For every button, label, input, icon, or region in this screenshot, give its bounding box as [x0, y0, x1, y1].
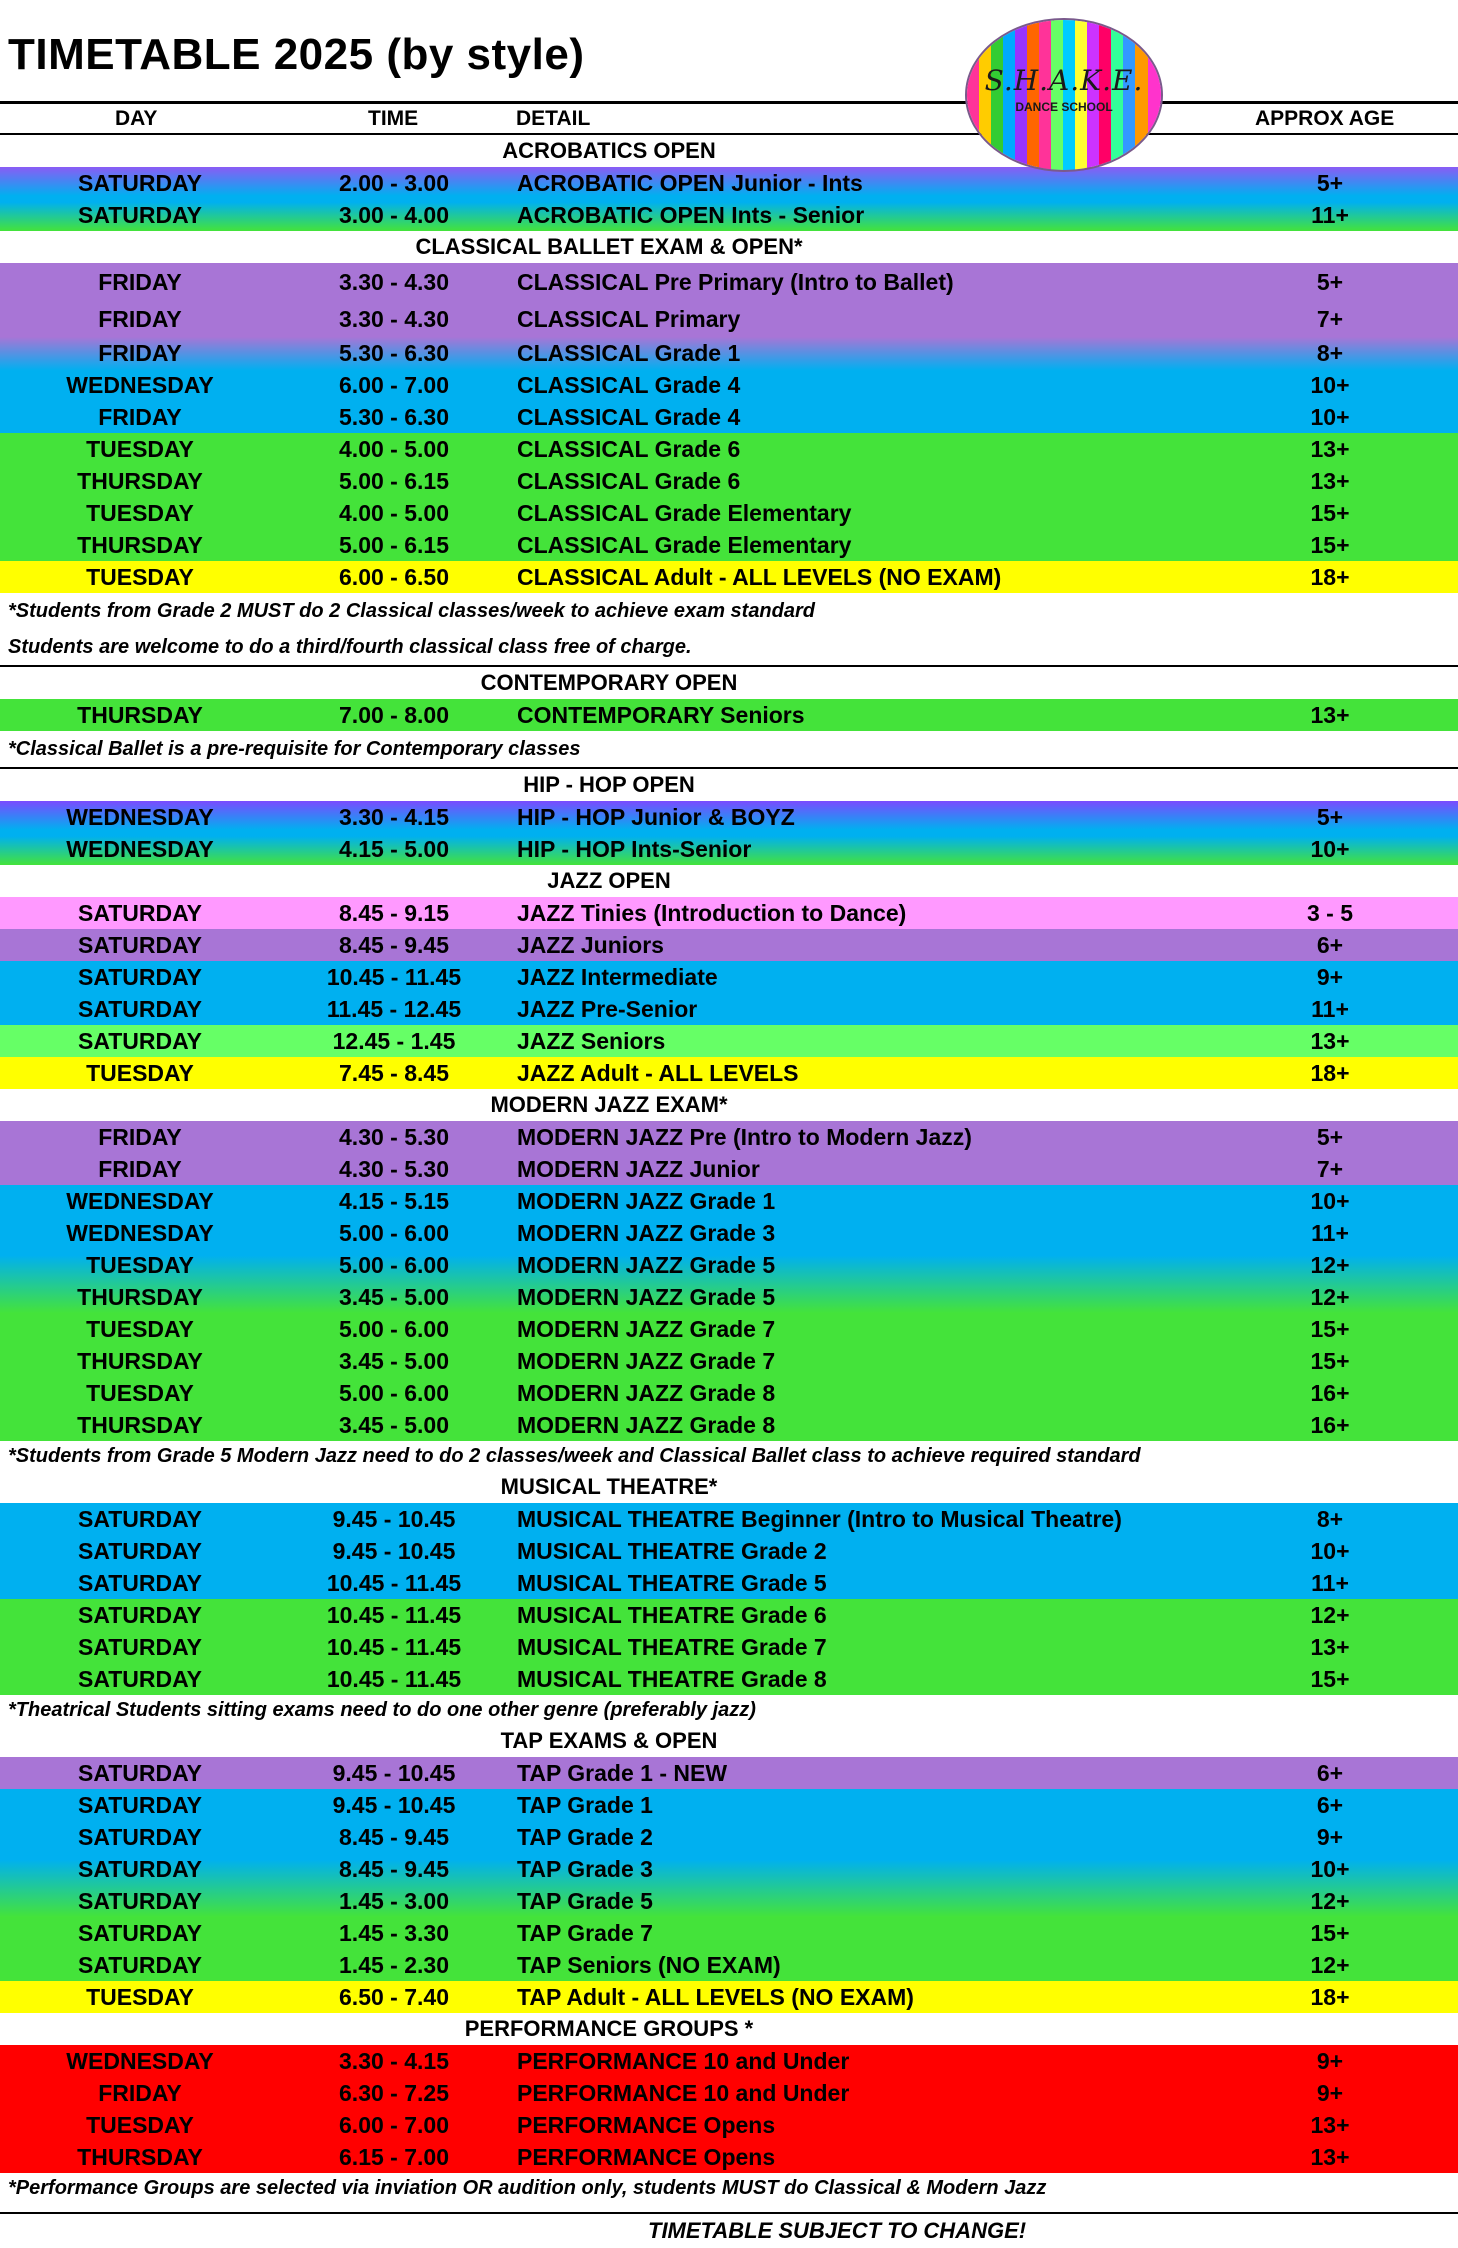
cell-detail: CLASSICAL Grade 4 — [517, 404, 741, 430]
table-row — [0, 961, 1458, 993]
cell-detail: CLASSICAL Primary — [517, 306, 741, 332]
cell-age: 15+ — [1310, 532, 1350, 558]
cell-time: 1.45 - 3.30 — [339, 1920, 449, 1946]
cell-time: 8.45 - 9.15 — [339, 900, 449, 926]
table-row — [0, 1599, 1458, 1631]
cell-day: SATURDAY — [78, 1920, 202, 1946]
cell-time: 6.00 - 6.50 — [339, 564, 449, 590]
logo-text: S.H.A.K.E. — [984, 64, 1144, 97]
cell-detail: ACROBATIC OPEN Junior - Ints — [517, 170, 863, 196]
cell-age: 15+ — [1310, 1316, 1350, 1342]
row-group — [0, 433, 1458, 561]
cell-detail: TAP Grade 3 — [517, 1856, 653, 1882]
cell-age: 16+ — [1310, 1412, 1350, 1438]
cell-day: WEDNESDAY — [66, 1220, 214, 1246]
cell-time: 8.45 - 9.45 — [339, 932, 449, 958]
cell-day: SATURDAY — [78, 1792, 202, 1818]
cell-age: 15+ — [1310, 500, 1350, 526]
cell-time: 4.30 - 5.30 — [339, 1156, 449, 1182]
cell-time: 5.00 - 6.00 — [339, 1316, 449, 1342]
cell-time: 5.00 - 6.15 — [339, 532, 449, 558]
table-row — [0, 401, 1458, 433]
table-row — [0, 1535, 1458, 1567]
cell-detail: MODERN JAZZ Grade 5 — [517, 1284, 776, 1310]
cell-detail: JAZZ Pre-Senior — [517, 996, 698, 1022]
cell-age: 15+ — [1310, 1348, 1350, 1374]
cell-age: 12+ — [1310, 1252, 1350, 1278]
table-row — [0, 833, 1458, 865]
cell-age: 12+ — [1310, 1602, 1350, 1628]
cell-time: 6.15 - 7.00 — [339, 2144, 449, 2170]
cell-day: WEDNESDAY — [66, 1188, 214, 1214]
section-note: *Students from Grade 5 Modern Jazz need to do 2 classes/week and Classical Ballet class to achieve required standard — [8, 1445, 1141, 1467]
cell-age: 13+ — [1310, 2112, 1350, 2138]
cell-age: 10+ — [1310, 404, 1350, 430]
cell-day: FRIDAY — [98, 340, 182, 366]
section-note: Students are welcome to do a third/fourth classical class free of charge. — [0, 629, 1458, 667]
row-group — [0, 1917, 1458, 1981]
row-group — [0, 1121, 1458, 1185]
cell-time: 3.45 - 5.00 — [339, 1284, 449, 1310]
table-row — [0, 1789, 1458, 1821]
cell-detail: CONTEMPORARY Seniors — [517, 702, 805, 728]
cell-age: 15+ — [1310, 1920, 1350, 1946]
cell-detail: MODERN JAZZ Grade 7 — [517, 1348, 776, 1374]
section-title: TAP EXAMS & OPEN — [500, 1728, 718, 1753]
cell-detail: CLASSICAL Grade 1 — [517, 340, 741, 366]
cell-time: 1.45 - 3.00 — [339, 1888, 449, 1914]
cell-age: 6+ — [1316, 1792, 1344, 1818]
cell-age: 18+ — [1310, 564, 1350, 590]
table-row — [0, 1377, 1458, 1409]
cell-detail: MODERN JAZZ Pre (Intro to Modern Jazz) — [517, 1124, 972, 1150]
row-group — [0, 337, 1458, 433]
cell-day: WEDNESDAY — [66, 804, 214, 830]
section-title: CONTEMPORARY OPEN — [480, 670, 738, 695]
table-row — [0, 465, 1458, 497]
cell-day: SATURDAY — [78, 1634, 202, 1660]
cell-time: 10.45 - 11.45 — [326, 964, 462, 990]
cell-day: SATURDAY — [78, 900, 202, 926]
cell-day: SATURDAY — [78, 1570, 202, 1596]
row-group — [0, 561, 1458, 593]
table-row — [0, 1917, 1458, 1949]
cell-detail: HIP - HOP Ints-Senior — [517, 836, 752, 862]
cell-day: THURSDAY — [77, 1412, 203, 1438]
table-row — [0, 263, 1458, 300]
table-row — [0, 300, 1458, 337]
row-group — [0, 2045, 1458, 2173]
table-row — [0, 1281, 1458, 1313]
cell-time: 5.00 - 6.00 — [339, 1220, 449, 1246]
cell-detail: MODERN JAZZ Grade 3 — [517, 1220, 776, 1246]
cell-age: 6+ — [1316, 1760, 1344, 1786]
cell-time: 8.45 - 9.45 — [339, 1824, 449, 1850]
row-group — [0, 167, 1458, 231]
cell-age: 5+ — [1316, 170, 1344, 196]
cell-day: TUESDAY — [86, 436, 194, 462]
cell-detail: MODERN JAZZ Grade 7 — [517, 1316, 776, 1342]
row-group — [0, 1313, 1458, 1441]
cell-detail: MUSICAL THEATRE Grade 6 — [517, 1602, 827, 1628]
cell-detail: PERFORMANCE 10 and Under — [517, 2080, 850, 2106]
table-row — [0, 1217, 1458, 1249]
table-row — [0, 433, 1458, 465]
column-headers — [0, 104, 1458, 134]
cell-day: FRIDAY — [98, 2080, 182, 2106]
cell-time: 6.50 - 7.40 — [339, 1984, 449, 2010]
logo-subtext: DANCE SCHOOL — [1015, 100, 1113, 114]
cell-day: SATURDAY — [78, 1506, 202, 1532]
cell-day: SATURDAY — [78, 1824, 202, 1850]
cell-detail: MUSICAL THEATRE Beginner (Intro to Musical Theatre) — [517, 1506, 1122, 1532]
cell-age: 11+ — [1311, 996, 1349, 1022]
timetable — [0, 135, 1458, 2203]
cell-age: 5+ — [1316, 269, 1344, 295]
section-title: CLASSICAL BALLET EXAM & OPEN* — [415, 234, 803, 259]
table-row — [0, 369, 1458, 401]
cell-age: 12+ — [1310, 1284, 1350, 1310]
cell-detail: JAZZ Juniors — [517, 932, 664, 958]
cell-time: 5.00 - 6.00 — [339, 1252, 449, 1278]
cell-day: TUESDAY — [86, 1316, 194, 1342]
row-group — [0, 961, 1458, 1025]
cell-day: WEDNESDAY — [66, 372, 214, 398]
cell-age: 5+ — [1316, 804, 1344, 830]
cell-day: TUESDAY — [86, 500, 194, 526]
cell-time: 2.00 - 3.00 — [339, 170, 449, 196]
row-group — [0, 1789, 1458, 1917]
cell-time: 11.45 - 12.45 — [326, 996, 462, 1022]
cell-detail: MODERN JAZZ Grade 1 — [517, 1188, 776, 1214]
cell-detail: CLASSICAL Grade Elementary — [517, 532, 852, 558]
cell-day: FRIDAY — [98, 1124, 182, 1150]
section-title: HIP - HOP OPEN — [523, 772, 695, 797]
cell-time: 4.15 - 5.15 — [339, 1188, 449, 1214]
table-row — [0, 1249, 1458, 1281]
cell-age: 12+ — [1310, 1888, 1350, 1914]
table-row — [0, 699, 1458, 731]
cell-day: FRIDAY — [98, 1156, 182, 1182]
table-row — [0, 529, 1458, 561]
table-row — [0, 497, 1458, 529]
cell-detail: CLASSICAL Grade 6 — [517, 436, 741, 462]
cell-detail: PERFORMANCE 10 and Under — [517, 2048, 850, 2074]
cell-time: 4.30 - 5.30 — [339, 1124, 449, 1150]
cell-detail: PERFORMANCE Opens — [517, 2112, 776, 2138]
row-group — [0, 1057, 1458, 1089]
cell-detail: CLASSICAL Adult - ALL LEVELS (NO EXAM) — [517, 564, 1002, 590]
table-row — [0, 1981, 1458, 2013]
cell-day: THURSDAY — [77, 1348, 203, 1374]
cell-age: 13+ — [1310, 436, 1350, 462]
cell-day: THURSDAY — [77, 468, 203, 494]
cell-time: 7.45 - 8.45 — [339, 1060, 449, 1086]
page-title: TIMETABLE 2025 (by style) — [8, 30, 585, 79]
cell-day: THURSDAY — [77, 702, 203, 728]
cell-day: SATURDAY — [78, 1602, 202, 1628]
cell-day: THURSDAY — [77, 2144, 203, 2170]
section-note: *Students from Grade 2 MUST do 2 Classical classes/week to achieve exam standard — [8, 600, 815, 622]
cell-time: 3.30 - 4.15 — [339, 2048, 449, 2074]
cell-age: 8+ — [1316, 340, 1344, 366]
cell-time: 6.00 - 7.00 — [339, 2112, 449, 2138]
header-age: APPROX AGE — [1255, 107, 1395, 130]
table-row — [0, 1503, 1458, 1535]
cell-detail: TAP Grade 5 — [517, 1888, 653, 1914]
table-row — [0, 1757, 1458, 1789]
footer — [0, 2212, 1458, 2243]
cell-age: 10+ — [1310, 1188, 1350, 1214]
cell-detail: TAP Adult - ALL LEVELS (NO EXAM) — [517, 1984, 914, 2010]
cell-age: 9+ — [1316, 1824, 1344, 1850]
cell-age: 9+ — [1316, 2048, 1344, 2074]
footer-text: TIMETABLE SUBJECT TO CHANGE! — [648, 2218, 1027, 2243]
cell-day: TUESDAY — [86, 1252, 194, 1278]
cell-detail: MUSICAL THEATRE Grade 8 — [517, 1666, 827, 1692]
cell-age: 13+ — [1310, 468, 1350, 494]
cell-age: 15+ — [1310, 1666, 1350, 1692]
table-row — [0, 199, 1458, 231]
cell-age: 11+ — [1311, 202, 1349, 228]
cell-day: FRIDAY — [98, 269, 182, 295]
section-title: MUSICAL THEATRE* — [500, 1474, 718, 1499]
cell-day: SATURDAY — [78, 932, 202, 958]
table-row — [0, 929, 1458, 961]
cell-age: 18+ — [1310, 1984, 1350, 2010]
cell-day: WEDNESDAY — [66, 836, 214, 862]
cell-age: 10+ — [1310, 1856, 1350, 1882]
cell-time: 6.30 - 7.25 — [339, 2080, 449, 2106]
cell-day: TUESDAY — [86, 2112, 194, 2138]
cell-detail: MODERN JAZZ Junior — [517, 1156, 760, 1182]
cell-day: SATURDAY — [78, 996, 202, 1022]
table-row — [0, 1185, 1458, 1217]
cell-time: 5.30 - 6.30 — [339, 404, 449, 430]
cell-time: 9.45 - 10.45 — [332, 1792, 456, 1818]
cell-day: SATURDAY — [78, 1538, 202, 1564]
table-row — [0, 993, 1458, 1025]
cell-detail: TAP Grade 7 — [517, 1920, 653, 1946]
cell-detail: MODERN JAZZ Grade 5 — [517, 1252, 776, 1278]
cell-time: 3.00 - 4.00 — [339, 202, 449, 228]
table-row — [0, 1313, 1458, 1345]
row-group — [0, 1981, 1458, 2013]
cell-day: THURSDAY — [77, 1284, 203, 1310]
cell-day: THURSDAY — [77, 532, 203, 558]
cell-age: 5+ — [1316, 1124, 1344, 1150]
cell-time: 9.45 - 10.45 — [332, 1538, 456, 1564]
cell-time: 4.15 - 5.00 — [339, 836, 449, 862]
cell-day: SATURDAY — [78, 1952, 202, 1978]
cell-day: SATURDAY — [78, 1856, 202, 1882]
table-row — [0, 801, 1458, 833]
cell-time: 4.00 - 5.00 — [339, 436, 449, 462]
cell-age: 3 - 5 — [1306, 900, 1354, 926]
table-row — [0, 2077, 1458, 2109]
cell-time: 7.00 - 8.00 — [339, 702, 449, 728]
row-group — [0, 929, 1458, 961]
cell-time: 5.00 - 6.15 — [339, 468, 449, 494]
section-title: JAZZ OPEN — [547, 868, 671, 893]
table-row — [0, 1567, 1458, 1599]
cell-day: SATURDAY — [78, 1028, 202, 1054]
cell-detail: MODERN JAZZ Grade 8 — [517, 1412, 776, 1438]
table-row — [0, 1663, 1458, 1695]
cell-time: 3.45 - 5.00 — [339, 1348, 449, 1374]
cell-detail: CLASSICAL Pre Primary (Intro to Ballet) — [517, 269, 954, 295]
row-group — [0, 1757, 1458, 1789]
cell-age: 9+ — [1316, 2080, 1344, 2106]
school-logo — [967, 20, 1161, 170]
header-time: TIME — [368, 107, 419, 130]
table-row — [0, 2045, 1458, 2077]
table-row — [0, 897, 1458, 929]
cell-time: 10.45 - 11.45 — [326, 1666, 462, 1692]
row-group — [0, 263, 1458, 337]
row-group — [0, 1599, 1458, 1695]
cell-time: 9.45 - 10.45 — [332, 1760, 456, 1786]
table-row — [0, 1153, 1458, 1185]
section-note: *Classical Ballet is a pre-requisite for Contemporary classes — [0, 731, 1458, 769]
cell-detail: MUSICAL THEATRE Grade 2 — [517, 1538, 827, 1564]
table-row — [0, 1409, 1458, 1441]
cell-day: TUESDAY — [86, 1380, 194, 1406]
table-row — [0, 337, 1458, 369]
cell-detail: PERFORMANCE Opens — [517, 2144, 776, 2170]
cell-age: 18+ — [1310, 1060, 1350, 1086]
header-detail: DETAIL — [516, 107, 591, 130]
cell-age: 13+ — [1310, 1028, 1350, 1054]
cell-detail: TAP Seniors (NO EXAM) — [517, 1952, 781, 1978]
cell-age: 10+ — [1310, 372, 1350, 398]
cell-day: SATURDAY — [78, 170, 202, 196]
cell-time: 10.45 - 11.45 — [326, 1570, 462, 1596]
cell-time: 3.45 - 5.00 — [339, 1412, 449, 1438]
cell-age: 11+ — [1311, 1570, 1349, 1596]
cell-age: 13+ — [1310, 702, 1350, 728]
section-title: MODERN JAZZ EXAM* — [490, 1092, 728, 1117]
cell-time: 10.45 - 11.45 — [326, 1634, 462, 1660]
cell-age: 13+ — [1310, 1634, 1350, 1660]
cell-time: 9.45 - 10.45 — [332, 1506, 456, 1532]
table-row — [0, 1121, 1458, 1153]
table-row — [0, 1821, 1458, 1853]
cell-time: 3.30 - 4.15 — [339, 804, 449, 830]
row-group — [0, 801, 1458, 865]
cell-time: 3.30 - 4.30 — [339, 306, 449, 332]
cell-age: 9+ — [1316, 964, 1344, 990]
table-row — [0, 1025, 1458, 1057]
cell-day: SATURDAY — [78, 1666, 202, 1692]
cell-time: 4.00 - 5.00 — [339, 500, 449, 526]
cell-detail: TAP Grade 2 — [517, 1824, 653, 1850]
cell-detail: TAP Grade 1 — [517, 1792, 653, 1818]
cell-time: 6.00 - 7.00 — [339, 372, 449, 398]
cell-detail: MUSICAL THEATRE Grade 5 — [517, 1570, 827, 1596]
cell-time: 1.45 - 2.30 — [339, 1952, 449, 1978]
cell-detail: CLASSICAL Grade 6 — [517, 468, 741, 494]
row-group — [0, 1025, 1458, 1057]
cell-age: 6+ — [1316, 932, 1344, 958]
table-row — [0, 1853, 1458, 1885]
header-day: DAY — [115, 107, 158, 130]
section-title: ACROBATICS OPEN — [502, 138, 716, 163]
row-group — [0, 1185, 1458, 1313]
table-row — [0, 2141, 1458, 2173]
cell-age: 16+ — [1310, 1380, 1350, 1406]
cell-age: 12+ — [1310, 1952, 1350, 1978]
cell-day: TUESDAY — [86, 1984, 194, 2010]
cell-detail: MUSICAL THEATRE Grade 7 — [517, 1634, 827, 1660]
table-row — [0, 1631, 1458, 1663]
section-note: *Performance Groups are selected via inviation OR audition only, students MUST do Classical & Modern Jazz — [8, 2177, 1047, 2199]
cell-time: 12.45 - 1.45 — [332, 1028, 456, 1054]
table-row — [0, 167, 1458, 199]
cell-time: 5.00 - 6.00 — [339, 1380, 449, 1406]
cell-day: TUESDAY — [86, 1060, 194, 1086]
cell-detail: HIP - HOP Junior & BOYZ — [517, 804, 795, 830]
table-row — [0, 1345, 1458, 1377]
cell-detail: ACROBATIC OPEN Ints - Senior — [517, 202, 865, 228]
cell-time: 8.45 - 9.45 — [339, 1856, 449, 1882]
cell-day: SATURDAY — [78, 1760, 202, 1786]
cell-day: TUESDAY — [86, 564, 194, 590]
cell-detail: JAZZ Seniors — [517, 1028, 666, 1054]
cell-day: SATURDAY — [78, 202, 202, 228]
cell-detail: CLASSICAL Grade 4 — [517, 372, 741, 398]
cell-time: 3.30 - 4.30 — [339, 269, 449, 295]
cell-detail: TAP Grade 1 - NEW — [517, 1760, 728, 1786]
table-row — [0, 2109, 1458, 2141]
cell-day: WEDNESDAY — [66, 2048, 214, 2074]
cell-time: 5.30 - 6.30 — [339, 340, 449, 366]
row-group — [0, 1503, 1458, 1599]
cell-age: 7+ — [1316, 306, 1344, 332]
section-title: PERFORMANCE GROUPS * — [464, 2016, 754, 2041]
cell-detail: CLASSICAL Grade Elementary — [517, 500, 852, 526]
cell-day: FRIDAY — [98, 404, 182, 430]
section-note: *Theatrical Students sitting exams need to do one other genre (preferably jazz) — [8, 1699, 756, 1721]
cell-age: 10+ — [1310, 836, 1350, 862]
cell-time: 10.45 - 11.45 — [326, 1602, 462, 1628]
cell-age: 13+ — [1310, 2144, 1350, 2170]
cell-day: SATURDAY — [78, 964, 202, 990]
cell-day: SATURDAY — [78, 1888, 202, 1914]
table-row — [0, 1885, 1458, 1917]
cell-age: 8+ — [1316, 1506, 1344, 1532]
cell-age: 10+ — [1310, 1538, 1350, 1564]
table-row — [0, 1949, 1458, 1981]
cell-age: 7+ — [1316, 1156, 1344, 1182]
row-group — [0, 699, 1458, 731]
cell-age: 11+ — [1311, 1220, 1349, 1246]
cell-detail: JAZZ Intermediate — [517, 964, 718, 990]
row-group — [0, 897, 1458, 929]
table-row — [0, 1057, 1458, 1089]
cell-detail: JAZZ Adult - ALL LEVELS — [517, 1060, 799, 1086]
cell-day: FRIDAY — [98, 306, 182, 332]
cell-detail: MODERN JAZZ Grade 8 — [517, 1380, 776, 1406]
table-row — [0, 561, 1458, 593]
cell-detail: JAZZ Tinies (Introduction to Dance) — [517, 900, 907, 926]
